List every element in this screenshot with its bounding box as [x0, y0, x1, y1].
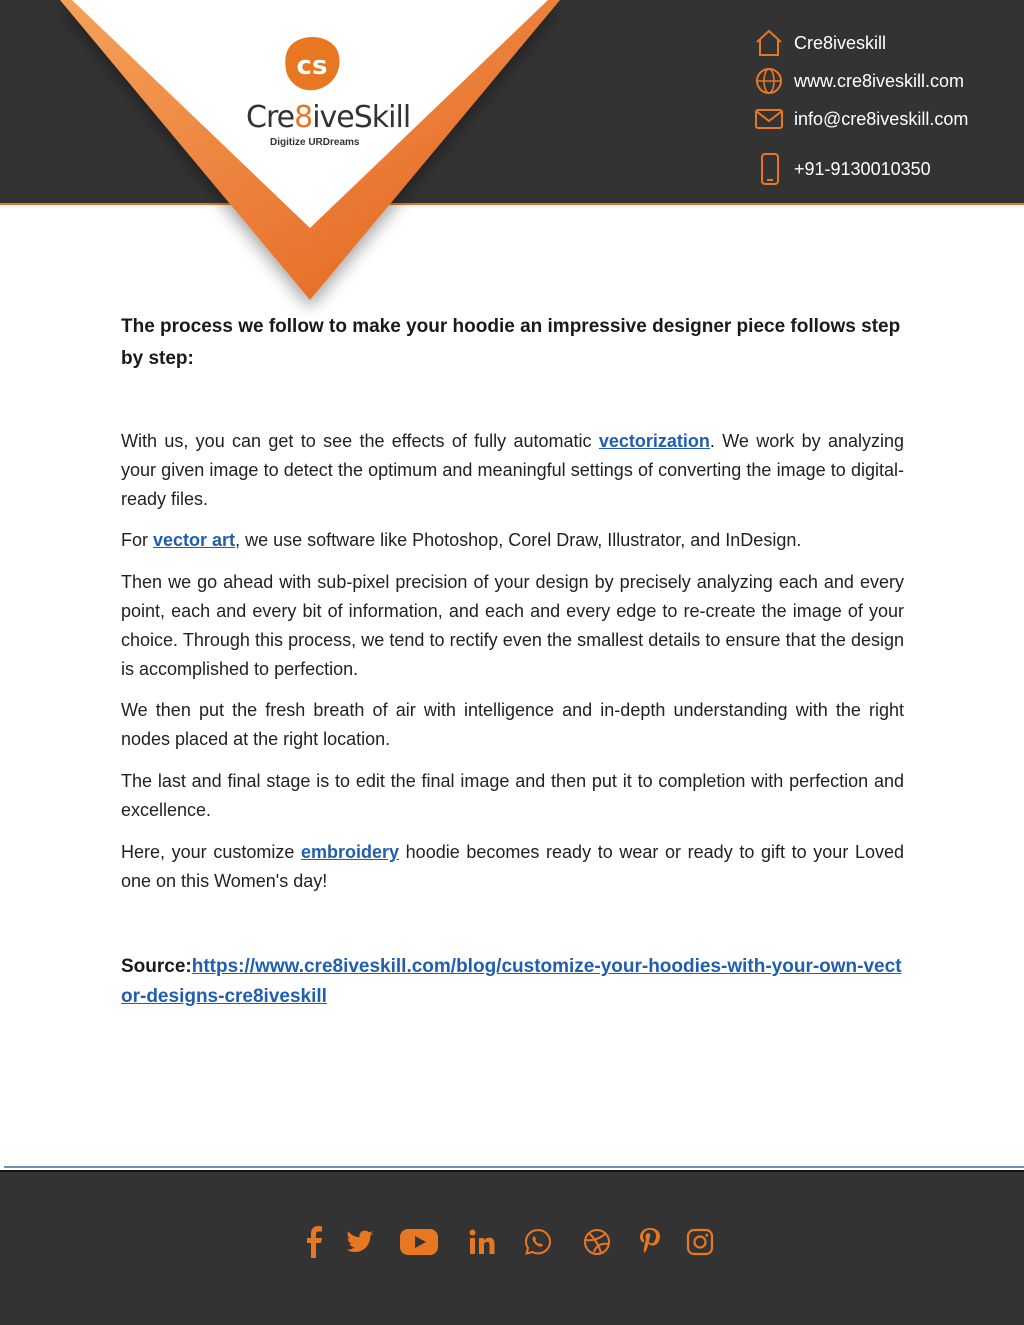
youtube-icon[interactable]	[398, 1222, 440, 1262]
twitter-icon[interactable]	[342, 1222, 378, 1262]
whatsapp-icon[interactable]	[520, 1222, 556, 1262]
source-line	[121, 952, 904, 1012]
contact-phone[interactable]: +91-9130010350	[752, 152, 931, 186]
paragraph-embroidery: Here, your customize embroidery hoodie becomes ready to wear or ready to gift to your Loved one on this Women's day!	[121, 842, 904, 891]
facebook-icon[interactable]	[298, 1222, 334, 1262]
vectorization-link[interactable]: vectorization	[598, 431, 710, 451]
footer-divider	[4, 1166, 1024, 1168]
brand-wordmark: Cre8iveSkill	[246, 100, 411, 135]
embroidery-link[interactable]: embroidery	[300, 842, 400, 862]
instagram-icon[interactable]	[682, 1222, 718, 1262]
mail-icon	[752, 102, 786, 136]
pinterest-icon[interactable]	[632, 1222, 668, 1262]
contact-website[interactable]: www.cre8iveskill.com	[752, 64, 964, 98]
home-icon	[752, 26, 786, 60]
paragraph-vectorization: With us, you can get to see the effects of fully automatic vectorization. We work by analyzing your given image to detect the optimum and meaningful settings of converting the image to digital-ready files.	[121, 431, 904, 509]
svg-text:cs: cs	[296, 51, 328, 81]
paragraph-final-stage: The last and final stage is to edit the final image and then put it to completion with perfection and excellence.	[121, 771, 904, 820]
contact-company: Cre8iveskill	[752, 26, 886, 60]
paragraph-vector-art: For vector art, we use software like Photoshop, Corel Draw, Illustrator, and InDesign.	[121, 530, 802, 550]
source-link[interactable]: https://www.cre8iveskill.com/blog/customize-your-hoodies-with-your-own-vector-designs-cre8iveskill	[121, 956, 902, 1007]
linkedin-icon[interactable]	[464, 1222, 500, 1262]
footer-bar	[0, 1170, 1024, 1325]
source-label: Source:	[121, 956, 192, 977]
page-heading: The process we follow to make your hoodie an impressive designer piece follows step by step:	[121, 316, 901, 369]
paragraph-precision: Then we go ahead with sub-pixel precision of your design by precisely analyzing each and every point, each and every bit of information, and each and every edge to re-create the image of your choice. Through this process, we tend to rectify even the smallest details to ensure that the design is accomplished to perfection.	[121, 572, 904, 679]
phone-icon	[752, 152, 786, 186]
brand-tagline: Digitize URDreams	[270, 137, 360, 148]
contact-email[interactable]: info@cre8iveskill.com	[752, 102, 968, 136]
vector-art-link[interactable]: vector art	[153, 530, 236, 550]
paragraph-nodes: We then put the fresh breath of air with intelligence and in-depth understanding with the right nodes placed at the right location.	[121, 700, 904, 749]
dribbble-icon[interactable]	[579, 1222, 615, 1262]
globe-icon	[752, 64, 786, 98]
